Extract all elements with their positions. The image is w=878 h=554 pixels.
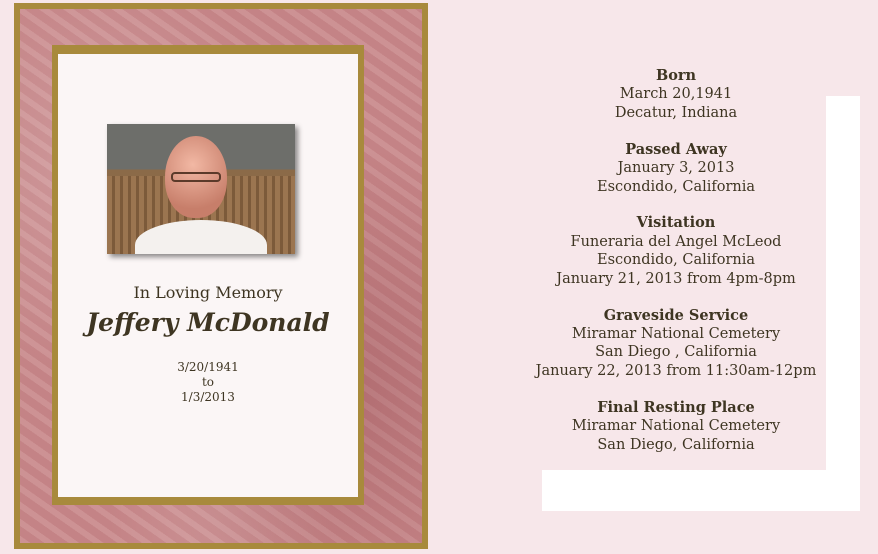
section-line: Escondido, California bbox=[596, 178, 756, 195]
section-line: Escondido, California bbox=[596, 252, 756, 269]
deceased-name: Jeffery McDonald bbox=[86, 308, 330, 337]
section-title: Graveside Service bbox=[603, 306, 749, 324]
section-line: San Diego , California bbox=[595, 344, 757, 361]
date-separator: to bbox=[201, 375, 215, 389]
section-title: Born bbox=[655, 67, 697, 84]
section-title: Final Resting Place bbox=[597, 398, 755, 416]
portrait-photo bbox=[107, 124, 295, 254]
section-visitation bbox=[520, 214, 832, 288]
section-line: Miramar National Cemetery bbox=[571, 418, 781, 435]
section-graveside-service bbox=[520, 307, 832, 381]
section-line: March 20,1941 bbox=[619, 86, 733, 103]
section-line: Decatur, Indiana bbox=[614, 104, 738, 121]
in-loving-memory-heading: In Loving Memory bbox=[133, 283, 283, 302]
section-title: Visitation bbox=[636, 214, 716, 232]
section-line: January 3, 2013 bbox=[617, 160, 735, 177]
section-line: January 21, 2013 from 4pm-8pm bbox=[556, 270, 796, 287]
death-date: 1/3/2013 bbox=[181, 390, 235, 404]
section-title: Passed Away bbox=[625, 140, 727, 158]
section-line: Miramar National Cemetery bbox=[571, 325, 781, 342]
section-final-resting-place bbox=[520, 399, 832, 454]
life-dates bbox=[58, 360, 358, 405]
section-line: Funeraria del Angel McLeod bbox=[570, 233, 782, 250]
photo-glasses bbox=[171, 172, 221, 182]
service-details bbox=[520, 67, 832, 472]
section-passed-away bbox=[520, 141, 832, 196]
section-line: San Diego, California bbox=[597, 436, 755, 453]
section-line: January 22, 2013 from 11:30am-12pm bbox=[535, 362, 817, 379]
section-born bbox=[520, 67, 832, 122]
birth-date: 3/20/1941 bbox=[177, 360, 239, 374]
card-inner-panel bbox=[58, 54, 358, 497]
